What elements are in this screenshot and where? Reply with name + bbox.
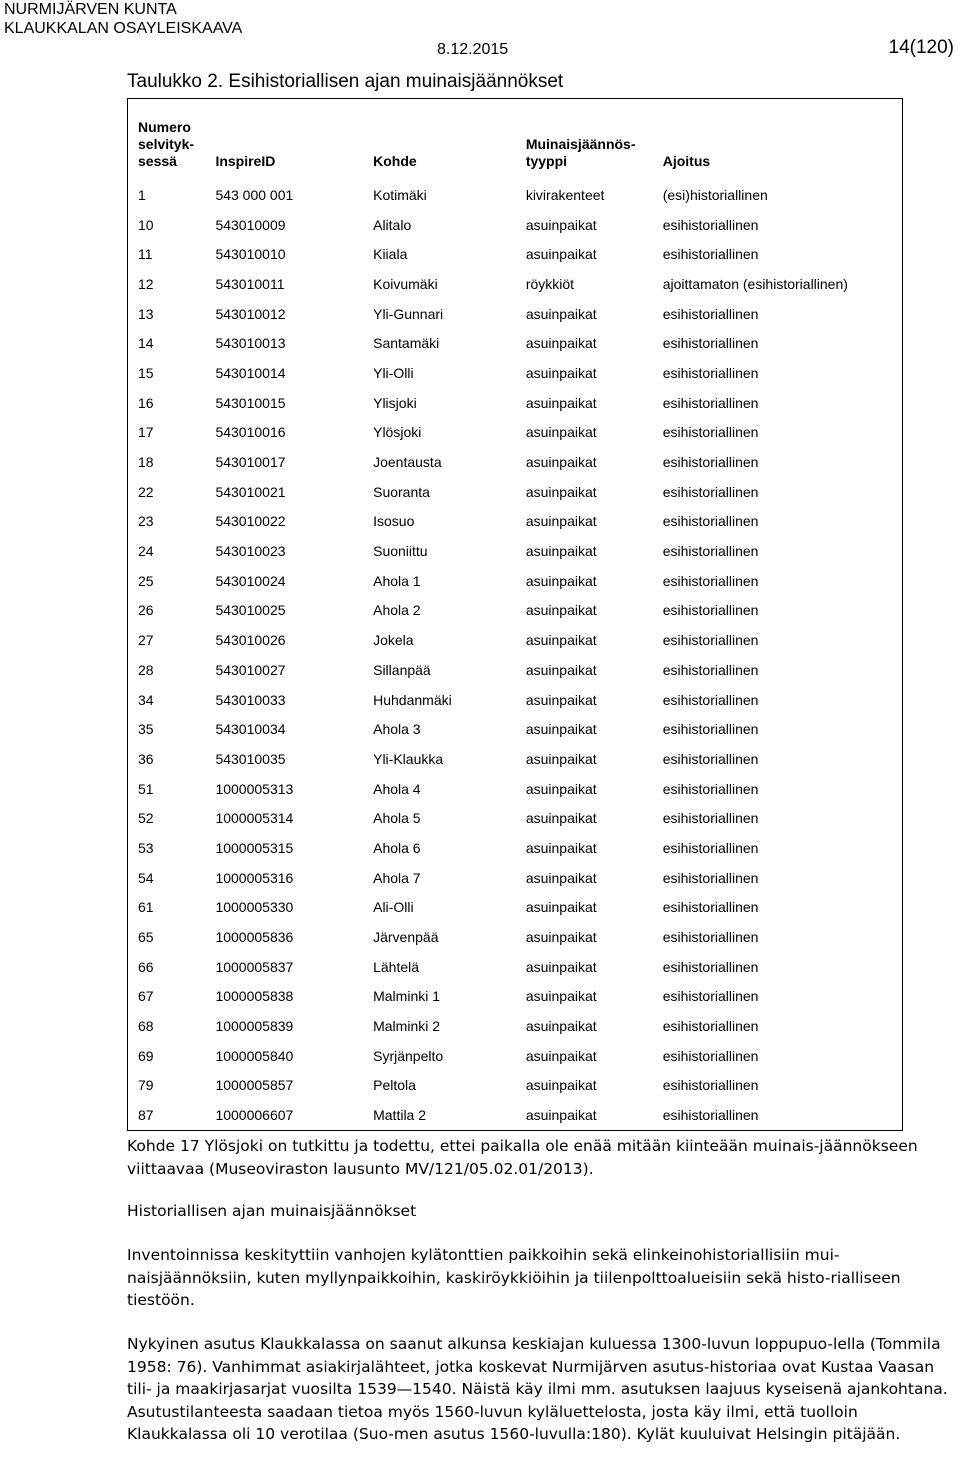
table-row bbox=[128, 922, 903, 952]
cell-inspireid: 1000005840 bbox=[215, 1047, 294, 1064]
cell-type: asuinpaikat bbox=[525, 1047, 597, 1064]
table-header-row bbox=[128, 99, 903, 181]
table-row bbox=[128, 952, 903, 982]
table-row bbox=[128, 269, 903, 299]
cell-inspireid: 543010033 bbox=[215, 691, 286, 708]
document-date: 8.12.2015 bbox=[437, 41, 509, 58]
cell-number: 61 bbox=[138, 899, 154, 916]
cell-inspireid: 543010012 bbox=[215, 305, 286, 322]
cell-inspireid: 1000005315 bbox=[215, 839, 294, 856]
cell-ajoitus: esihistoriallinen bbox=[662, 899, 759, 916]
cell-type: asuinpaikat bbox=[525, 335, 597, 352]
cell-number: 87 bbox=[138, 1107, 154, 1124]
cell-kohde: Ahola 4 bbox=[373, 780, 421, 797]
cell-ajoitus: esihistoriallinen bbox=[662, 1107, 759, 1124]
cell-kohde: Kiiala bbox=[373, 246, 408, 263]
table-row bbox=[128, 328, 903, 358]
cell-number: 14 bbox=[138, 335, 154, 352]
cell-type: asuinpaikat bbox=[525, 305, 597, 322]
table-row bbox=[128, 1041, 903, 1071]
cell-number: 24 bbox=[138, 543, 154, 560]
cell-ajoitus: esihistoriallinen bbox=[662, 750, 759, 767]
cell-number: 25 bbox=[138, 572, 154, 589]
table-row bbox=[128, 180, 903, 210]
cell-type: asuinpaikat bbox=[525, 513, 597, 530]
cell-kohde: Lähtelä bbox=[373, 958, 420, 975]
table-row bbox=[128, 1011, 903, 1041]
cell-ajoitus: esihistoriallinen bbox=[662, 305, 759, 322]
header-ajoitus: Ajoitus bbox=[662, 153, 711, 169]
table-row bbox=[128, 358, 903, 388]
cell-ajoitus: esihistoriallinen bbox=[662, 780, 759, 797]
cell-number: 54 bbox=[138, 869, 154, 886]
cell-inspireid: 543010016 bbox=[215, 424, 286, 441]
cell-inspireid: 543010024 bbox=[215, 572, 286, 589]
cell-inspireid: 543010023 bbox=[215, 543, 286, 560]
cell-type: asuinpaikat bbox=[525, 780, 597, 797]
cell-kohde: Santamäki bbox=[373, 335, 440, 352]
table-row bbox=[128, 239, 903, 269]
header-type: Muinaisjäännös-tyyppi bbox=[525, 136, 636, 169]
cell-number: 15 bbox=[138, 364, 154, 381]
cell-ajoitus: esihistoriallinen bbox=[662, 632, 759, 649]
cell-type: asuinpaikat bbox=[525, 572, 597, 589]
cell-type: asuinpaikat bbox=[525, 810, 597, 827]
cell-number: 34 bbox=[138, 691, 154, 708]
cell-type: asuinpaikat bbox=[525, 1107, 597, 1124]
cell-number: 17 bbox=[138, 424, 154, 441]
cell-number: 1 bbox=[138, 186, 146, 203]
cell-ajoitus: esihistoriallinen bbox=[662, 721, 759, 738]
cell-inspireid: 543 000 001 bbox=[215, 186, 294, 203]
table-row bbox=[128, 655, 903, 685]
cell-kohde: Yli-Klaukka bbox=[373, 750, 444, 767]
table-row bbox=[128, 893, 903, 923]
body-paragraph-1: Inventoinnissa keskityttiin vanhojen kylätonttien paikkoihin sekä elinkeinohistoriallisiin mui-naisjäännöksiin, kuten myllynpaikkoihin, kaskiröykkiöihin ja tiilenpolttoalueisiin sekä histo-rialliseen tiestöön. bbox=[127, 1246, 901, 1309]
cell-number: 65 bbox=[138, 929, 154, 946]
table-row bbox=[128, 803, 903, 833]
plan-name: KLAUKKALAN OSAYLEISKAAVA bbox=[4, 20, 243, 37]
cell-type: asuinpaikat bbox=[525, 988, 597, 1005]
monuments-table bbox=[127, 98, 903, 1131]
cell-ajoitus: esihistoriallinen bbox=[662, 246, 759, 263]
cell-inspireid: 1000006607 bbox=[215, 1107, 294, 1124]
cell-inspireid: 543010034 bbox=[215, 721, 286, 738]
cell-inspireid: 543010022 bbox=[215, 513, 286, 530]
cell-inspireid: 543010017 bbox=[215, 454, 286, 471]
cell-type: asuinpaikat bbox=[525, 632, 597, 649]
cell-number: 10 bbox=[138, 216, 154, 233]
table-row bbox=[128, 863, 903, 893]
cell-kohde: Ali-Olli bbox=[373, 899, 414, 916]
cell-ajoitus: esihistoriallinen bbox=[662, 394, 759, 411]
cell-number: 51 bbox=[138, 780, 154, 797]
cell-inspireid: 543010025 bbox=[215, 602, 286, 619]
table-row bbox=[128, 1071, 903, 1101]
cell-kohde: Peltola bbox=[373, 1077, 416, 1094]
table-row bbox=[128, 596, 903, 626]
table-row bbox=[128, 536, 903, 566]
cell-type: asuinpaikat bbox=[525, 899, 597, 916]
cell-kohde: Ahola 6 bbox=[373, 839, 421, 856]
cell-ajoitus: esihistoriallinen bbox=[662, 543, 759, 560]
cell-ajoitus: esihistoriallinen bbox=[662, 958, 759, 975]
header-kohde: Kohde bbox=[373, 153, 417, 169]
cell-inspireid: 543010021 bbox=[215, 483, 286, 500]
cell-kohde: Ylisjoki bbox=[373, 394, 417, 411]
cell-kohde: Malminki 1 bbox=[373, 988, 441, 1005]
table-row bbox=[128, 388, 903, 418]
table-row bbox=[128, 982, 903, 1012]
cell-kohde: Jokela bbox=[373, 632, 414, 649]
cell-ajoitus: esihistoriallinen bbox=[662, 335, 759, 352]
cell-ajoitus: esihistoriallinen bbox=[662, 1077, 759, 1094]
cell-kohde: Ahola 1 bbox=[373, 572, 421, 589]
cell-ajoitus: esihistoriallinen bbox=[662, 691, 759, 708]
cell-inspireid: 1000005330 bbox=[215, 899, 294, 916]
cell-ajoitus: esihistoriallinen bbox=[662, 513, 759, 530]
table-row bbox=[128, 507, 903, 537]
cell-ajoitus: ajoittamaton (esihistoriallinen) bbox=[662, 275, 848, 292]
cell-kohde: Syrjänpelto bbox=[373, 1047, 444, 1064]
cell-number: 26 bbox=[138, 602, 154, 619]
cell-number: 69 bbox=[138, 1047, 154, 1064]
cell-kohde: Suoranta bbox=[373, 483, 430, 500]
table-body bbox=[128, 180, 903, 1131]
cell-number: 35 bbox=[138, 721, 154, 738]
cell-type: asuinpaikat bbox=[525, 661, 597, 678]
cell-ajoitus: esihistoriallinen bbox=[662, 1018, 759, 1035]
cell-type: röykkiöt bbox=[525, 275, 575, 292]
cell-ajoitus: (esi)historiallinen bbox=[662, 186, 768, 203]
table-row bbox=[128, 299, 903, 329]
cell-kohde: Suoniittu bbox=[373, 543, 428, 560]
header-inspireid: InspireID bbox=[215, 153, 276, 169]
table-row bbox=[128, 477, 903, 507]
cell-inspireid: 543010027 bbox=[215, 661, 286, 678]
cell-inspireid: 543010011 bbox=[215, 275, 285, 292]
cell-type: asuinpaikat bbox=[525, 1018, 597, 1035]
cell-inspireid: 543010035 bbox=[215, 750, 286, 767]
cell-number: 16 bbox=[138, 394, 154, 411]
cell-type: asuinpaikat bbox=[525, 364, 597, 381]
cell-kohde: Ahola 2 bbox=[373, 602, 421, 619]
cell-inspireid: 1000005313 bbox=[215, 780, 294, 797]
table-row bbox=[128, 566, 903, 596]
cell-type: asuinpaikat bbox=[525, 750, 597, 767]
cell-type: asuinpaikat bbox=[525, 1077, 597, 1094]
table-row bbox=[128, 418, 903, 448]
cell-number: 67 bbox=[138, 988, 154, 1005]
cell-ajoitus: esihistoriallinen bbox=[662, 424, 759, 441]
cell-number: 79 bbox=[138, 1077, 154, 1094]
cell-ajoitus: esihistoriallinen bbox=[662, 869, 759, 886]
cell-ajoitus: esihistoriallinen bbox=[662, 602, 759, 619]
table-row bbox=[128, 625, 903, 655]
cell-ajoitus: esihistoriallinen bbox=[662, 454, 759, 471]
cell-number: 18 bbox=[138, 454, 154, 471]
cell-kohde: Ahola 7 bbox=[373, 869, 421, 886]
cell-kohde: Alitalo bbox=[373, 216, 412, 233]
table-caption: Taulukko 2. Esihistoriallisen ajan muinaisjäännökset bbox=[127, 71, 564, 92]
cell-ajoitus: esihistoriallinen bbox=[662, 364, 759, 381]
cell-inspireid: 1000005839 bbox=[215, 1018, 294, 1035]
body-paragraph-2: Nykyinen asutus Klaukkalassa on saanut alkunsa keskiajan kuluessa 1300-luvun loppupuo-lella (Tommila 1958: 76). Vanhimmat asiakirjalähteet, jotka koskevat Nurmijärven asutus-historiaa ovat Kustaa Vaasan tili- ja maakirjasarjat vuosilta 1539—1540. Näistä käy ilmi mm. asutuksen laajuus kyseisenä ajankohtana. Asutustilanteesta saadaan tietoa myös 1560-luvun kyläluettelosta, josta käy ilmi, että tuolloin Klaukkalassa oli 10 verotilaa (Suo-men asutus 1560-luvulla:180). Kylät kuuluivat Helsingin pitäjään. bbox=[127, 1335, 948, 1443]
cell-type: asuinpaikat bbox=[525, 216, 597, 233]
cell-kohde: Ylösjoki bbox=[373, 424, 422, 441]
cell-inspireid: 543010014 bbox=[215, 364, 286, 381]
cell-kohde: Koivumäki bbox=[373, 275, 438, 292]
cell-inspireid: 1000005837 bbox=[215, 958, 294, 975]
cell-kohde: Huhdanmäki bbox=[373, 691, 452, 708]
cell-kohde: Isosuo bbox=[373, 513, 415, 530]
cell-number: 22 bbox=[138, 483, 154, 500]
table-row bbox=[128, 833, 903, 863]
cell-ajoitus: esihistoriallinen bbox=[662, 810, 759, 827]
cell-number: 11 bbox=[138, 246, 153, 263]
cell-kohde: Mattila 2 bbox=[373, 1107, 427, 1124]
cell-inspireid: 1000005838 bbox=[215, 988, 294, 1005]
cell-type: asuinpaikat bbox=[525, 721, 597, 738]
cell-inspireid: 543010015 bbox=[215, 394, 286, 411]
cell-number: 13 bbox=[138, 305, 154, 322]
cell-type: asuinpaikat bbox=[525, 958, 597, 975]
cell-inspireid: 1000005316 bbox=[215, 869, 294, 886]
cell-inspireid: 543010009 bbox=[215, 216, 286, 233]
cell-inspireid: 1000005314 bbox=[215, 810, 294, 827]
cell-ajoitus: esihistoriallinen bbox=[662, 988, 759, 1005]
cell-kohde: Joentausta bbox=[373, 454, 442, 471]
cell-ajoitus: esihistoriallinen bbox=[662, 572, 759, 589]
cell-type: asuinpaikat bbox=[525, 691, 597, 708]
table-row bbox=[128, 447, 903, 477]
table-row bbox=[128, 685, 903, 715]
header-number: Numero selvityk-sessä bbox=[138, 119, 195, 169]
cell-inspireid: 1000005836 bbox=[215, 929, 294, 946]
cell-kohde: Yli-Olli bbox=[373, 364, 414, 381]
cell-type: asuinpaikat bbox=[525, 869, 597, 886]
cell-number: 28 bbox=[138, 661, 154, 678]
section-heading: Historiallisen ajan muinaisjäännökset bbox=[127, 1202, 417, 1220]
cell-ajoitus: esihistoriallinen bbox=[662, 839, 759, 856]
cell-number: 53 bbox=[138, 839, 154, 856]
cell-number: 27 bbox=[138, 632, 154, 649]
cell-number: 52 bbox=[138, 810, 154, 827]
cell-inspireid: 1000005857 bbox=[215, 1077, 294, 1094]
organization-name: NURMIJÄRVEN KUNTA bbox=[4, 1, 177, 18]
table-row bbox=[128, 714, 903, 744]
cell-type: asuinpaikat bbox=[525, 929, 597, 946]
cell-kohde: Sillanpää bbox=[373, 661, 431, 678]
table-row bbox=[128, 210, 903, 240]
page-number: 14(120) bbox=[888, 37, 954, 58]
cell-type: asuinpaikat bbox=[525, 394, 597, 411]
cell-number: 68 bbox=[138, 1018, 154, 1035]
cell-ajoitus: esihistoriallinen bbox=[662, 1047, 759, 1064]
cell-number: 36 bbox=[138, 750, 154, 767]
cell-type: asuinpaikat bbox=[525, 483, 597, 500]
cell-inspireid: 543010026 bbox=[215, 632, 286, 649]
cell-kohde: Järvenpää bbox=[373, 929, 439, 946]
cell-ajoitus: esihistoriallinen bbox=[662, 483, 759, 500]
cell-type: asuinpaikat bbox=[525, 454, 597, 471]
cell-kohde: Ahola 5 bbox=[373, 810, 421, 827]
cell-type: asuinpaikat bbox=[525, 839, 597, 856]
cell-type: asuinpaikat bbox=[525, 543, 597, 560]
table-row bbox=[128, 774, 903, 804]
cell-kohde: Kotimäki bbox=[373, 186, 427, 203]
cell-kohde: Malminki 2 bbox=[373, 1018, 441, 1035]
cell-type: asuinpaikat bbox=[525, 602, 597, 619]
cell-number: 66 bbox=[138, 958, 154, 975]
cell-kohde: Yli-Gunnari bbox=[373, 305, 444, 322]
note-paragraph: Kohde 17 Ylösjoki on tutkittu ja todettu, ettei paikalla ole enää mitään kiinteään muinais-jäännökseen viittaavaa (Museoviraston lausunto MV/121/05.02.01/2013). bbox=[127, 1137, 918, 1178]
cell-ajoitus: esihistoriallinen bbox=[662, 216, 759, 233]
cell-number: 12 bbox=[138, 275, 154, 292]
table-row bbox=[128, 1100, 903, 1130]
cell-ajoitus: esihistoriallinen bbox=[662, 929, 759, 946]
cell-type: asuinpaikat bbox=[525, 246, 597, 263]
cell-inspireid: 543010013 bbox=[215, 335, 286, 352]
cell-kohde: Ahola 3 bbox=[373, 721, 421, 738]
cell-number: 23 bbox=[138, 513, 154, 530]
cell-type: kivirakenteet bbox=[525, 186, 605, 203]
table-row bbox=[128, 744, 903, 774]
cell-ajoitus: esihistoriallinen bbox=[662, 661, 759, 678]
table-header bbox=[128, 99, 903, 181]
cell-inspireid: 543010010 bbox=[215, 246, 286, 263]
cell-type: asuinpaikat bbox=[525, 424, 597, 441]
